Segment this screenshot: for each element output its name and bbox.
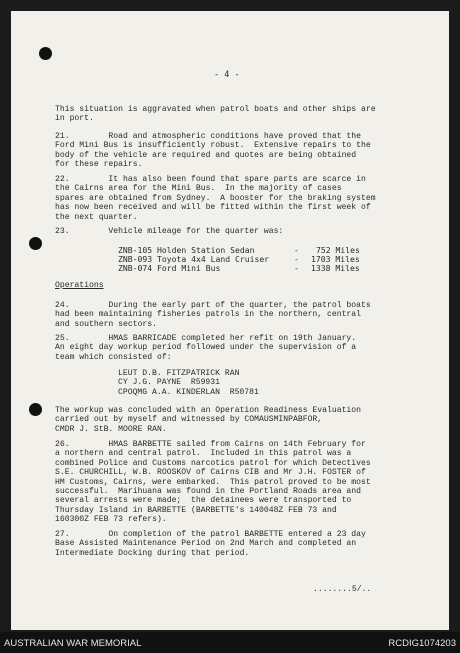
paragraph-25: 25. HMAS BARRICADE completed her refit on 19th January. An eight day workup period followed under the supervision of a team which consisted of: — [55, 334, 357, 362]
footer-record-id: RCDIG1074203 — [388, 638, 456, 649]
vehicle-name: ZNB-093 Toyota 4x4 Land Cruiser — [118, 254, 270, 264]
punch-hole — [29, 403, 42, 416]
punch-hole — [29, 237, 42, 250]
paragraph-27: 27. On completion of the patrol BARBETTE entered a 23 day Base Assisted Maintenance Period on 2nd March and completed an Intermediate Docking during that period. — [55, 530, 366, 558]
paragraph-intro: This situation is aggravated when patrol boats and other ships are in port. — [55, 105, 376, 124]
vehicle-miles: 752 Miles — [316, 245, 360, 255]
paragraph-24: 24. During the early part of the quarter, the patrol boats had been maintaining fisheries patrols in the northern, central and southern sectors. — [55, 301, 371, 329]
archive-footer — [0, 632, 460, 653]
paragraph-23: 23. Vehicle mileage for the quarter was: — [55, 227, 284, 236]
vehicle-miles: 1703 Miles — [311, 254, 360, 264]
paragraph-workup: The workup was concluded with an Operation Readiness Evaluation carried out by myself and witnessed by COMAUSMINPABFOR, CMDR J. StB. MOORE RAN. — [55, 406, 361, 434]
vehicle-name: ZNB-074 Ford Mini Bus — [118, 263, 221, 273]
vehicle-name: ZNB-105 Holden Station Sedan — [118, 245, 255, 255]
vehicle-sep: - — [294, 263, 299, 273]
page-number: - 4 - — [214, 70, 240, 80]
vehicle-miles: 1338 Miles — [311, 263, 360, 273]
paragraph-21: 21. Road and atmospheric conditions have proved that the Ford Mini Bus is insufficiently robust. Extensive repairs to the body of the vehicle are required and quotes are being obtained for these repairs. — [55, 132, 371, 170]
punch-hole — [39, 47, 52, 60]
vehicle-sep: - — [294, 245, 299, 255]
continuation-marker: ........5/.. — [313, 585, 372, 594]
section-heading-operations: Operations — [55, 281, 104, 290]
team-members: LEUT D.B. FITZPATRICK RAN CY J.G. PAYNE R59931 CPOQMG A.A. KINDERLAN R50781 — [118, 369, 259, 397]
vehicle-sep: - — [294, 254, 299, 264]
footer-institution: AUSTRALIAN WAR MEMORIAL — [4, 638, 142, 649]
paragraph-22: 22. It has also been found that spare parts are scarce in the Cairns area for the Mini Bus. In the majority of cases spares are obtained from Sydney. A booster for the braking system has now been received and will be fitted within the first week of the next quarter. — [55, 175, 376, 222]
paragraph-26: 26. HMAS BARBETTE sailed from Cairns on 14th February for a northern and central patrol. Included in this patrol was a combined Police and Customs narcotics patrol for which Detectives S.E. CHURCHILL, W.B. ROOSKOV of Cairns CIB and Mr J.H. FOSTER of HM Customs, Cairns, were embarked. This patrol proved to be most successful. Marihuana was found in the Portland Roads area and several arrests were made; the detainees were transported to Thursday Island in BARBETTE (BARBETTE's 140048Z FEB 73 and 160300Z FEB 73 refers). — [55, 440, 371, 525]
